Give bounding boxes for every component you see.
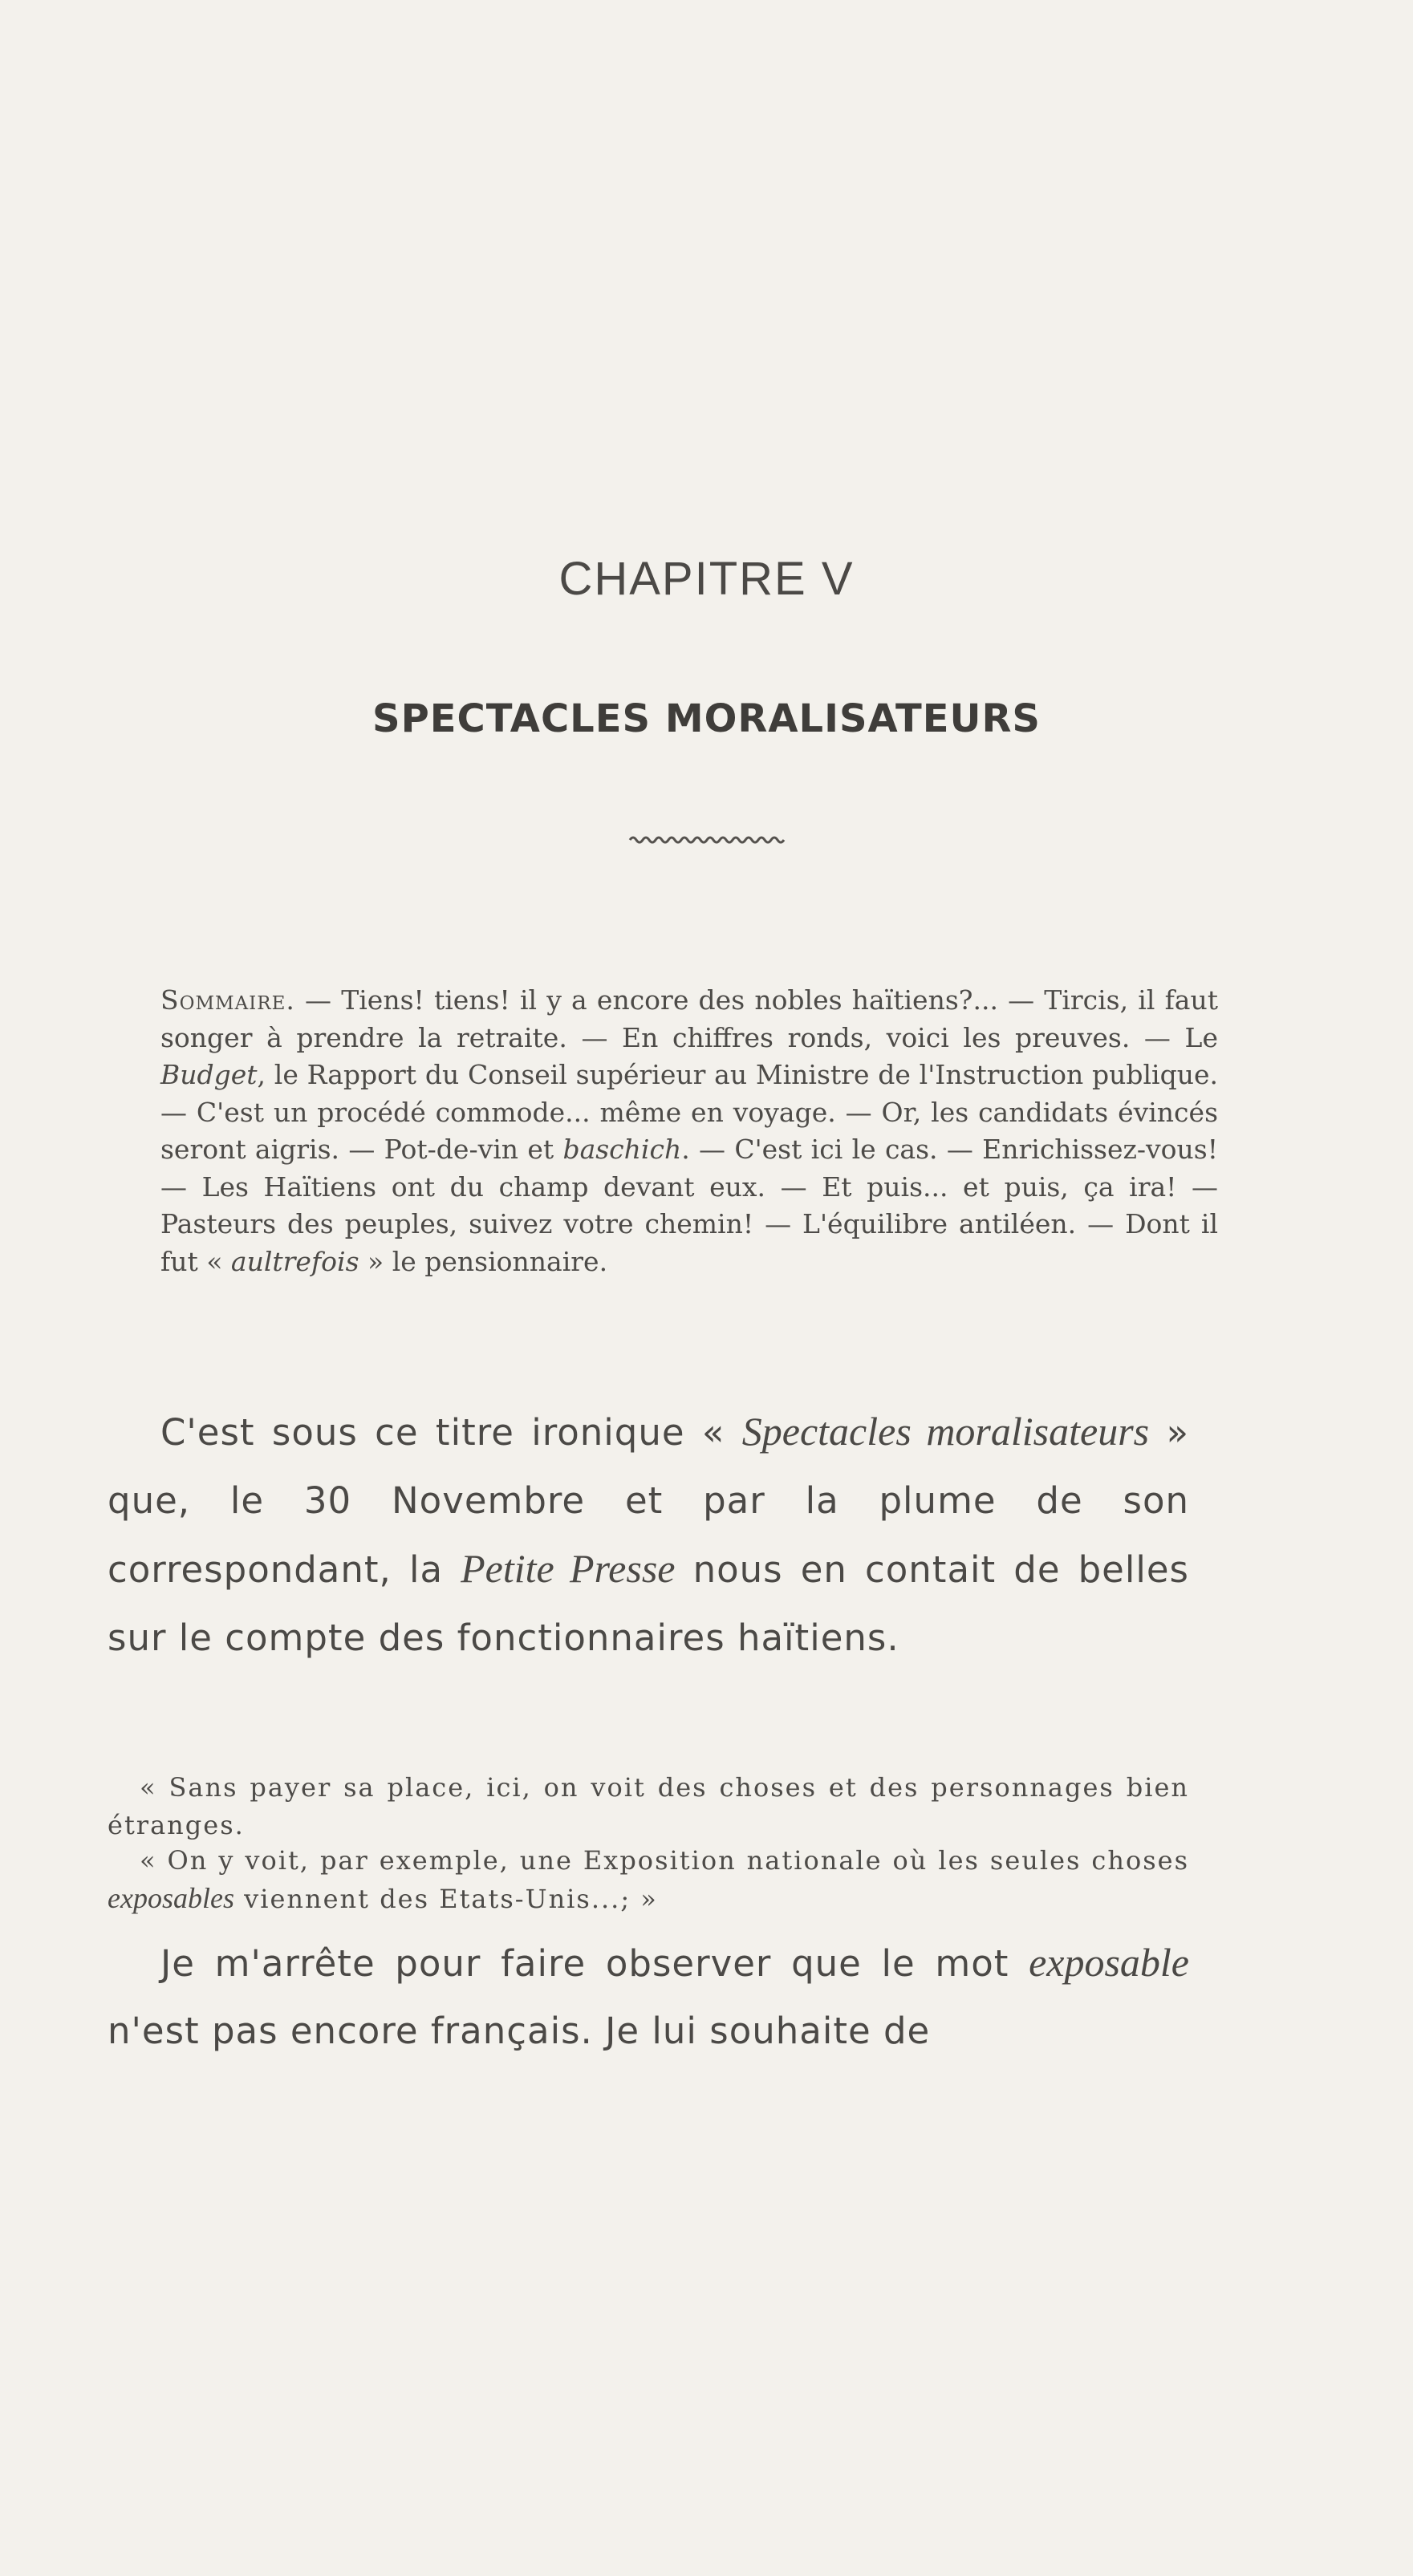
wavy-rule-ornament <box>0 834 1413 850</box>
summary-baschich: baschich <box>562 1134 682 1165</box>
body-paragraph-2 <box>108 1929 1189 2065</box>
paragraph2-italic: exposable <box>1029 1940 1189 1985</box>
paragraph2-part2: n'est pas encore français. Je lui souhaite de <box>108 2010 931 2052</box>
summary-budget: Budget <box>160 1059 258 1090</box>
summary-text-2: , le Rapport du Conseil supérieur au Ministre de l'Instruction publique. — C'est un procédé commode... même en voyage. — Or, les candidats évincés seront aigris. — Pot-de-vin et <box>160 1059 1218 1165</box>
wavy-rule-icon <box>628 834 786 846</box>
paragraph1-part1: C'est sous ce titre ironique « <box>160 1411 742 1454</box>
chapter-title: SPECTACLES MORALISATEURS <box>372 696 1041 741</box>
body-paragraph-1 <box>108 1398 1189 1672</box>
summary-text-4: » le pensionnaire. <box>359 1245 608 1277</box>
quote2-italic: exposables <box>108 1882 234 1914</box>
quote-1 <box>108 1769 1189 1844</box>
quote1-text: « Sans payer sa place, ici, on voit des choses et des personnages bien étranges. <box>108 1772 1189 1840</box>
quote2-part2: viennent des Etats-Unis...; » <box>233 1884 658 1914</box>
summary-text-3: . — C'est ici le cas. — Enrichissez-vous! — Les Haïtiens ont du champ devant eux. — Et puis... et puis, ça ira! — Pasteurs des peuples, suivez votre chemin! — L'équilibre antiléen. — Dont il fut « <box>160 1134 1219 1277</box>
summary-text: — Tiens! tiens! il y a encore des nobles haïtiens?... — Tircis, il faut songer à prendre la retraite. — En chiffres ronds, voici les preuves. — Le <box>160 984 1218 1053</box>
chapter-summary <box>160 982 1218 1280</box>
summary-aultrefois: aultrefois <box>230 1245 359 1277</box>
paragraph1-part3: nous en contait de belles sur le compte des fonctionnaires haïtiens. <box>108 1548 1189 1659</box>
paragraph2-part1: Je m'arrête pour faire observer que le mot <box>160 1942 1029 1985</box>
paragraph1-italic1: Spectacles moralisateurs <box>741 1409 1150 1454</box>
summary-label: Sommaire. <box>160 984 295 1016</box>
quote-2 <box>108 1842 1189 1918</box>
quote2-part1: « On y voit, par exemple, une Exposition nationale où les seules choses <box>140 1845 1189 1876</box>
paragraph1-part2: » que, le 30 Novembre et par la plume de son correspondant, la <box>108 1411 1189 1591</box>
chapter-heading: CHAPITRE V <box>558 553 855 605</box>
paragraph1-italic2: Petite Presse <box>461 1546 676 1591</box>
